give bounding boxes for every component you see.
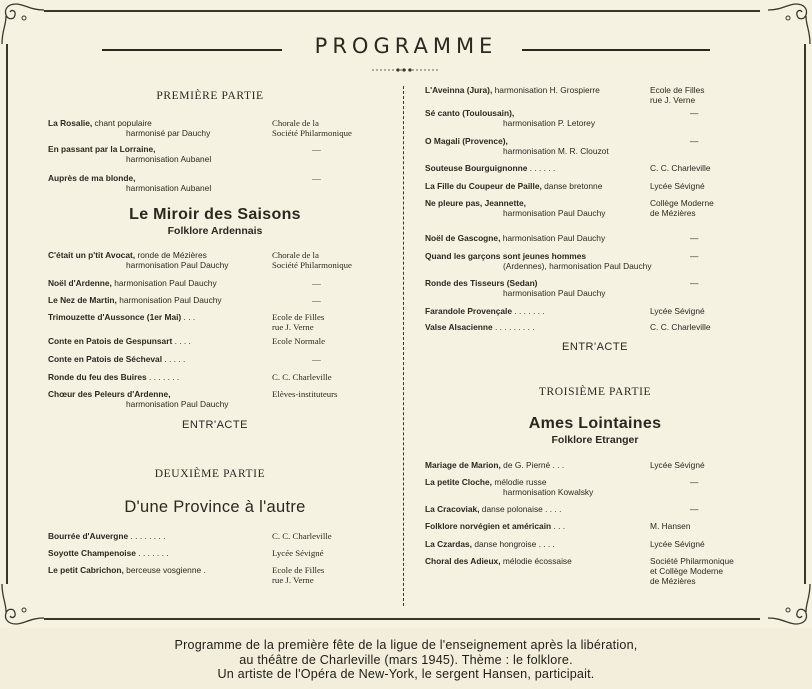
piece-detail: danse polonaise . . . . <box>479 504 562 514</box>
performer: — <box>690 108 699 118</box>
piece-detail: danse hongroise . . . . <box>472 539 555 549</box>
piece-detail: de G. Pierné . . . <box>500 460 565 470</box>
piece-detail: . . . . . . . . <box>128 531 166 541</box>
corner-ornament-bottom-right <box>766 582 812 628</box>
miroir-heading: Le Miroir des Saisons <box>129 206 301 223</box>
program-entry <box>425 233 605 243</box>
program-entry <box>425 504 561 514</box>
performer: Lycée Sévigné <box>650 306 705 316</box>
performer: — <box>690 504 699 514</box>
piece-detail: ronde de Mézières <box>135 250 207 260</box>
column-divider <box>403 86 404 606</box>
program-entry <box>425 85 600 95</box>
program-entry <box>425 306 545 316</box>
part3-subheading: Folklore Etranger <box>551 434 639 446</box>
program-entry <box>48 250 228 270</box>
piece-title: C'était un p'tit Avocat, <box>48 250 136 260</box>
piece-title: Trimouzette d'Aussonce (1er Mai) <box>48 312 182 322</box>
piece-detail: . . . . . <box>162 354 186 364</box>
piece-title: Conte en Patois de Gespunsart <box>48 336 173 346</box>
performer: C. C. Charleville <box>650 322 711 332</box>
piece-detail: chant populaire <box>92 118 152 128</box>
piece-detail: . . . <box>181 312 196 322</box>
piece-arranger: harmonisation Paul Dauchy <box>126 399 229 409</box>
performer: Lycée Sévigné <box>650 539 705 549</box>
piece-detail: . . . . . . . <box>146 372 180 382</box>
piece-detail: harmonisation H. Grospierre <box>492 85 600 95</box>
piece-title: Souteuse Bourguignonne <box>425 163 528 173</box>
piece-detail: berceuse vosgienne . <box>123 565 206 575</box>
piece-detail: harmonisation Paul Dauchy <box>500 233 606 243</box>
piece-title: L'Aveinna (Jura), <box>425 85 493 95</box>
piece-title: La Fille du Coupeur de Paille, <box>425 181 542 191</box>
piece-title: La Cracoviak, <box>425 504 480 514</box>
program-entry <box>425 460 564 470</box>
entracte-left: ENTR'ACTE <box>182 419 248 431</box>
performer: Collège Moderne de Mézières <box>650 198 714 218</box>
piece-title: Mariage de Marion, <box>425 460 501 470</box>
piece-title: Choral des Adieux, <box>425 556 501 566</box>
piece-title: Quand les garçons sont jeunes hommes <box>425 251 587 261</box>
corner-ornament-bottom-left <box>0 582 46 628</box>
piece-title: O Magali (Provence), <box>425 136 508 146</box>
piece-title: Sé canto (Toulousain), <box>425 108 515 118</box>
piece-title: Folklore norvégien et américain <box>425 521 552 531</box>
performer: Elèves-instituteurs <box>272 389 338 399</box>
program-entry <box>48 372 179 382</box>
piece-arranger: harmonisation Aubanel <box>126 183 212 193</box>
piece-detail: danse bretonne <box>541 181 603 191</box>
performer: Ecole de Filles rue J. Verne <box>272 312 325 332</box>
performer: C. C. Charleville <box>272 531 332 541</box>
performer: Lycée Sévigné <box>272 548 324 558</box>
frame-right <box>804 44 806 584</box>
piece-title: Ronde des Tisseurs (Sedan) <box>425 278 538 288</box>
piece-title: La petite Cloche, <box>425 477 493 487</box>
performer: — <box>312 295 321 305</box>
piece-detail: . . . . . . . <box>512 306 545 316</box>
piece-arranger: harmonisation P. Letorey <box>503 118 596 128</box>
performer: Ecole de Filles rue J. Verne <box>272 565 325 585</box>
part2-heading: DEUXIÈME PARTIE <box>154 468 266 480</box>
entracte-right: ENTR'ACTE <box>562 341 628 353</box>
program-entry <box>425 278 605 298</box>
program-entry <box>425 521 565 531</box>
performer: — <box>690 233 699 243</box>
performer: Ecole de Filles rue J. Verne <box>650 85 705 105</box>
piece-title: La Rosalie, <box>48 118 93 128</box>
piece-detail: . . . . . . <box>527 163 556 173</box>
piece-title: La Czardas, <box>425 539 473 549</box>
frame-left <box>6 44 8 584</box>
program-entry <box>48 531 165 541</box>
piece-detail: harmonisation Paul Dauchy <box>116 295 222 305</box>
piece-arranger: harmonisation M. R. Clouzot <box>503 146 609 156</box>
piece-title: Bourrée d'Auvergne <box>48 531 129 541</box>
frame-bottom <box>44 618 760 620</box>
program-entry <box>48 354 185 364</box>
frame-top <box>44 10 760 12</box>
performer: M. Hansen <box>650 521 691 531</box>
photo-caption <box>0 638 812 682</box>
performer: — <box>690 136 699 146</box>
program-entry <box>48 278 217 288</box>
program-entry <box>425 322 535 332</box>
program-entry <box>48 173 211 193</box>
piece-title: Farandole Provençale <box>425 306 513 316</box>
program-entry <box>48 312 195 322</box>
piece-title: Ronde du feu des Buires <box>48 372 147 382</box>
performer: — <box>312 173 321 183</box>
program-entry <box>425 108 595 128</box>
program-entry <box>425 556 572 566</box>
piece-detail: mélodie écossaise <box>500 556 572 566</box>
piece-detail: . . . . . . . . . <box>492 322 535 332</box>
performer: — <box>312 144 321 154</box>
piece-arranger: harmonisation Paul Dauchy <box>503 288 606 298</box>
program-entry <box>425 136 609 156</box>
piece-title: Valse Alsacienne <box>425 322 493 332</box>
title-rule-right <box>522 49 710 51</box>
caption-line-3: Un artiste de l'Opéra de New-York, le sergent Hansen, participait. <box>217 667 595 681</box>
piece-arranger: harmonisation Paul Dauchy <box>503 208 606 218</box>
piece-title: Auprès de ma blonde, <box>48 173 136 183</box>
performer: Ecole Normale <box>272 336 326 346</box>
performer: — <box>690 278 699 288</box>
performer: Société Philarmonique et Collège Moderne de Mézières <box>650 556 734 586</box>
performer: Chorale de la Société Philarmonique <box>272 250 352 270</box>
piece-detail: . . . . . . . <box>135 548 169 558</box>
part1-heading: PREMIÈRE PARTIE <box>156 90 264 102</box>
piece-title: Chœur des Peleurs d'Ardenne, <box>48 389 171 399</box>
caption-line-1: Programme de la première fête de la ligue de l'enseignement après la libération, <box>174 638 638 652</box>
performer: C. C. Charleville <box>650 163 711 173</box>
page-title: PROGRAMME <box>314 34 498 58</box>
program-entry <box>48 565 206 575</box>
performer: — <box>312 354 321 364</box>
part3-heading: TROISIÈME PARTIE <box>538 386 652 398</box>
performer: — <box>690 251 699 261</box>
piece-title: En passant par la Lorraine, <box>48 144 156 154</box>
piece-title: Noël de Gascogne, <box>425 233 501 243</box>
program-entry <box>48 118 210 138</box>
part3-title: Ames Lointaines <box>528 415 662 432</box>
performer: C. C. Charleville <box>272 372 332 382</box>
piece-detail: . . . <box>551 521 566 531</box>
piece-title: Soyotte Champenoise <box>48 548 136 558</box>
piece-arranger: harmonisation Kowalsky <box>503 487 594 497</box>
part2-title: D'une Province à l'autre <box>124 498 306 516</box>
piece-arranger: harmonisation Aubanel <box>126 154 212 164</box>
performer: — <box>312 278 321 288</box>
performer: — <box>690 477 699 487</box>
program-entry <box>48 295 222 305</box>
program-entry <box>48 336 191 346</box>
piece-detail: . . . . <box>172 336 191 346</box>
title-ornament <box>370 66 442 74</box>
performer: Lycée Sévigné <box>650 460 705 470</box>
piece-arranger: harmonisé par Dauchy <box>126 128 211 138</box>
program-entry <box>48 144 211 164</box>
program-entry <box>425 163 555 173</box>
program-entry <box>425 181 602 191</box>
caption-line-2: au théâtre de Charleville (mars 1945). Thème : le folklore. <box>239 652 573 667</box>
program-entry <box>425 477 593 497</box>
piece-title: Conte en Patois de Sécheval <box>48 354 163 364</box>
program-entry <box>425 539 555 549</box>
piece-arranger: harmonisation Paul Dauchy <box>126 260 229 270</box>
program-entry <box>48 548 169 558</box>
program-entry <box>425 251 652 271</box>
piece-detail: mélodie russe <box>492 477 547 487</box>
title-row <box>0 34 812 64</box>
performer: Chorale de la Société Philarmonique <box>272 118 352 138</box>
piece-title: Le Nez de Martin, <box>48 295 117 305</box>
piece-detail: harmonisation Paul Dauchy <box>111 278 217 288</box>
piece-arranger: (Ardennes), harmonisation Paul Dauchy <box>503 261 652 271</box>
miroir-subheading: Folklore Ardennais <box>167 225 263 237</box>
performer: Lycée Sévigné <box>650 181 705 191</box>
program-entry <box>48 389 228 409</box>
piece-title: Le petit Cabrichon, <box>48 565 124 575</box>
program-entry <box>425 198 605 218</box>
piece-title: Ne pleure pas, Jeannette, <box>425 198 527 208</box>
piece-title: Noël d'Ardenne, <box>48 278 112 288</box>
